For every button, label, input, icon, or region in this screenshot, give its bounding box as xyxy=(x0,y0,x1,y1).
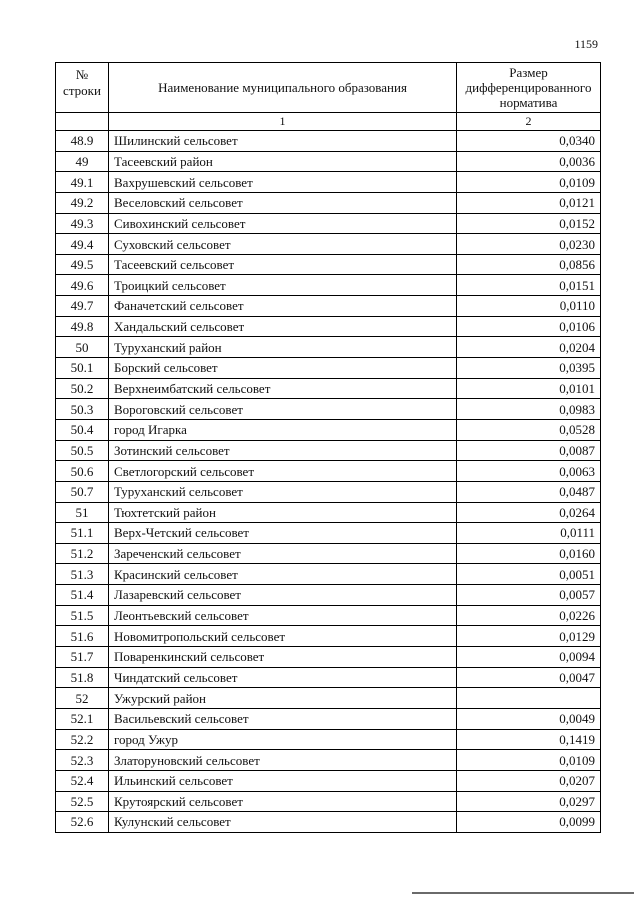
municipality-name: Верх-Четский сельсовет xyxy=(109,523,457,544)
norm-value: 0,1419 xyxy=(457,730,601,751)
row-number: 51.5 xyxy=(56,606,109,627)
header-row-number xyxy=(56,63,109,113)
municipality-name: Хандальский сельсовет xyxy=(109,317,457,338)
row-number: 49.1 xyxy=(56,172,109,193)
row-number: 50.4 xyxy=(56,420,109,441)
municipality-name: Борский сельсовет xyxy=(109,358,457,379)
norm-value: 0,0160 xyxy=(457,544,601,565)
norm-value: 0,0297 xyxy=(457,792,601,813)
row-number: 52 xyxy=(56,688,109,709)
norm-value: 0,0063 xyxy=(457,461,601,482)
norm-value: 0,0106 xyxy=(457,317,601,338)
municipality-name: Лазаревский сельсовет xyxy=(109,585,457,606)
norm-value: 0,0110 xyxy=(457,296,601,317)
norm-value: 0,0087 xyxy=(457,441,601,462)
norm-value: 0,0101 xyxy=(457,379,601,400)
municipality-name: Туруханский район xyxy=(109,337,457,358)
municipality-name: Тасеевский сельсовет xyxy=(109,255,457,276)
subheader-name-index: 1 xyxy=(109,113,457,131)
row-number: 52.6 xyxy=(56,812,109,833)
row-number: 50 xyxy=(56,337,109,358)
row-number: 51.2 xyxy=(56,544,109,565)
municipality-name: Сивохинский сельсовет xyxy=(109,214,457,235)
norm-value: 0,0051 xyxy=(457,564,601,585)
norm-value: 0,0230 xyxy=(457,234,601,255)
municipality-name: Фаначетский сельсовет xyxy=(109,296,457,317)
municipality-name: Светлогорский сельсовет xyxy=(109,461,457,482)
norm-value: 0,0109 xyxy=(457,172,601,193)
row-number: 52.3 xyxy=(56,750,109,771)
norm-value: 0,0057 xyxy=(457,585,601,606)
municipality-name: Веселовский сельсовет xyxy=(109,193,457,214)
norm-value: 0,0047 xyxy=(457,668,601,689)
row-number: 51 xyxy=(56,503,109,524)
norm-value: 0,0129 xyxy=(457,626,601,647)
municipality-name: Красинский сельсовет xyxy=(109,564,457,585)
municipality-name: Крутоярский сельсовет xyxy=(109,792,457,813)
municipality-name: Златоруновский сельсовет xyxy=(109,750,457,771)
row-number: 50.7 xyxy=(56,482,109,503)
norm-value: 0,0109 xyxy=(457,750,601,771)
norm-value: 0,0264 xyxy=(457,503,601,524)
municipality-name: город Игарка xyxy=(109,420,457,441)
row-number: 50.1 xyxy=(56,358,109,379)
municipality-name: Вахрушевский сельсовет xyxy=(109,172,457,193)
row-number: 51.1 xyxy=(56,523,109,544)
row-number: 49.2 xyxy=(56,193,109,214)
row-number: 52.2 xyxy=(56,730,109,751)
municipality-name: Чиндатский сельсовет xyxy=(109,668,457,689)
header-municipality-name: Наименование муниципального образования xyxy=(109,63,457,113)
row-number: 49.8 xyxy=(56,317,109,338)
norm-value: 0,0121 xyxy=(457,193,601,214)
norm-value xyxy=(457,688,601,709)
row-number: 52.4 xyxy=(56,771,109,792)
municipality-name: Вороговский сельсовет xyxy=(109,399,457,420)
norm-value: 0,0487 xyxy=(457,482,601,503)
municipality-name: Новомитропольский сельсовет xyxy=(109,626,457,647)
municipality-name: Васильевский сельсовет xyxy=(109,709,457,730)
municipality-name: Зотинский сельсовет xyxy=(109,441,457,462)
row-number: 51.3 xyxy=(56,564,109,585)
row-number: 52.1 xyxy=(56,709,109,730)
norm-value: 0,0204 xyxy=(457,337,601,358)
municipality-name: Верхнеимбатский сельсовет xyxy=(109,379,457,400)
municipality-name: Ильинский сельсовет xyxy=(109,771,457,792)
municipality-name: Кулунский сельсовет xyxy=(109,812,457,833)
norm-value: 0,0226 xyxy=(457,606,601,627)
row-number: 50.3 xyxy=(56,399,109,420)
row-number: 50.2 xyxy=(56,379,109,400)
subheader-value-index: 2 xyxy=(457,113,601,131)
row-number: 49.4 xyxy=(56,234,109,255)
norm-value: 0,0856 xyxy=(457,255,601,276)
municipality-name: Леонтьевский сельсовет xyxy=(109,606,457,627)
municipality-name: Ужурский район xyxy=(109,688,457,709)
row-number: 48.9 xyxy=(56,131,109,152)
municipality-name: Троицкий сельсовет xyxy=(109,275,457,296)
row-number: 52.5 xyxy=(56,792,109,813)
norms-table xyxy=(55,62,601,833)
row-number: 49.3 xyxy=(56,214,109,235)
header-number-symbol: № xyxy=(75,67,89,82)
municipality-name: Шилинский сельсовет xyxy=(109,131,457,152)
norm-value: 0,0340 xyxy=(457,131,601,152)
row-number: 51.8 xyxy=(56,668,109,689)
scan-edge-line xyxy=(412,892,634,894)
municipality-name: Суховский сельсовет xyxy=(109,234,457,255)
municipality-name: Поваренкинский сельсовет xyxy=(109,647,457,668)
row-number: 49.5 xyxy=(56,255,109,276)
row-number: 51.6 xyxy=(56,626,109,647)
row-number: 50.6 xyxy=(56,461,109,482)
page-number: 1159 xyxy=(574,37,598,51)
row-number: 49 xyxy=(56,152,109,173)
subheader-number xyxy=(56,113,109,131)
row-number: 50.5 xyxy=(56,441,109,462)
norm-value: 0,0151 xyxy=(457,275,601,296)
norm-value: 0,0528 xyxy=(457,420,601,441)
municipality-name: Тюхтетский район xyxy=(109,503,457,524)
row-number: 51.7 xyxy=(56,647,109,668)
norm-value: 0,0094 xyxy=(457,647,601,668)
municipality-name: Тасеевский район xyxy=(109,152,457,173)
norm-value: 0,0036 xyxy=(457,152,601,173)
norm-value: 0,0099 xyxy=(457,812,601,833)
row-number: 49.7 xyxy=(56,296,109,317)
municipality-name: Зареченский сельсовет xyxy=(109,544,457,565)
norm-value: 0,0111 xyxy=(457,523,601,544)
municipality-name: Туруханский сельсовет xyxy=(109,482,457,503)
row-number: 51.4 xyxy=(56,585,109,606)
norm-value: 0,0207 xyxy=(457,771,601,792)
header-number-word: строки xyxy=(63,83,101,98)
norm-value: 0,0152 xyxy=(457,214,601,235)
header-norm-size: Размер дифференцированного норматива xyxy=(457,63,601,113)
norm-value: 0,0395 xyxy=(457,358,601,379)
row-number: 49.6 xyxy=(56,275,109,296)
norm-value: 0,0049 xyxy=(457,709,601,730)
municipality-name: город Ужур xyxy=(109,730,457,751)
norm-value: 0,0983 xyxy=(457,399,601,420)
